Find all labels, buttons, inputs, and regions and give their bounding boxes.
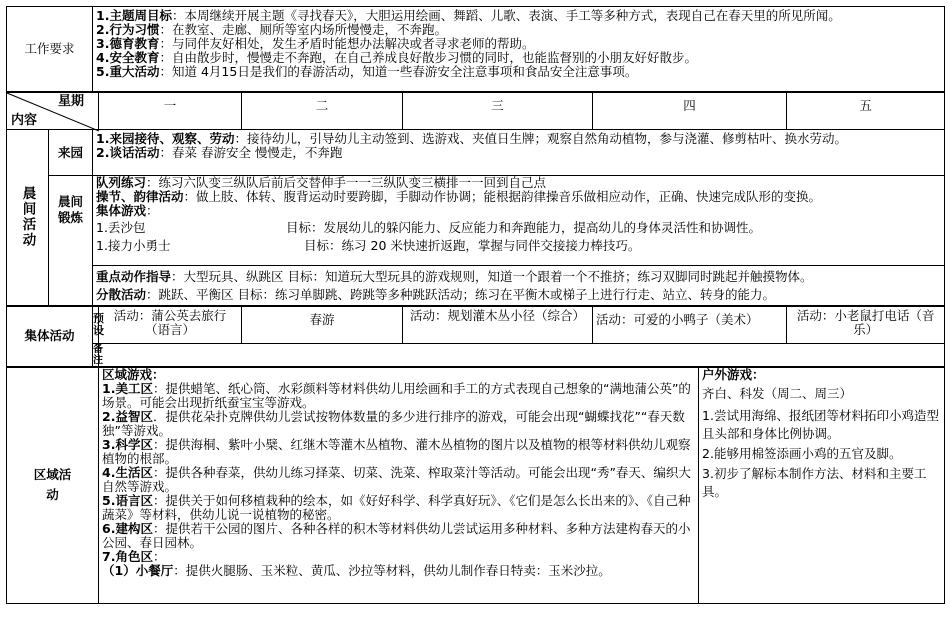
game-2: 1.接力小勇士 目标：练习 20 米快速折返跑，掌握与同伴交接接力棒技巧。 — [96, 238, 641, 253]
weekly-plan-table — [6, 6, 945, 604]
work-item-4: 4.安全教育：自由散步时，慢慢走不奔跑，在自己养成良好散步习惯的同时，也能监督别的小朋友好好散步。 — [96, 50, 697, 65]
day-tuesday: 二 — [242, 92, 403, 130]
area-item-4: 4.生活区：提供各种春菜，供幼儿练习择菜、切菜、洗菜、榨取菜汁等活动。可能会出现“秀”春天、编织大自然等游戏。 — [102, 465, 691, 494]
day-thursday: 四 — [593, 92, 787, 130]
area-item-5: 5.语言区：提供关于如何移植栽种的绘本，如《好好科学、科学真好玩》、《它们是怎么长出来的》、《自己种蔬菜》等材料，供幼儿说一说植物的秘密。 — [102, 493, 691, 522]
area-games-title: 区域游戏： — [102, 367, 165, 382]
day-friday: 五 — [787, 92, 945, 130]
work-item-3: 3.德育教育：与同伴友好相处，发生矛盾时能想办法解决或者寻求老师的帮助。 — [96, 36, 535, 51]
gym-practice: 操节、韵律活动：做上肢、体转、腹背运动时要跨脚，手脚动作协调；能根据韵律操音乐做相应动作，正确、快速完成队形的变换。 — [96, 189, 822, 204]
outdoor-item-1: 1.尝试用海绵、报纸团等材料拓印小鸡造型且头部和身体比例协调。 — [702, 408, 939, 441]
area-activity-label: 区域活动 — [7, 367, 99, 603]
area-item-1: 1.美工区：提供蜡笔、纸心筒、水彩颜料等材料供幼儿用绘画和手工的方式表现自己想象的“满地蒲公英”的场景。可能会出现折纸蚕宝宝等游戏。 — [102, 381, 691, 410]
day-wednesday: 三 — [403, 92, 593, 130]
work-requirements-content — [93, 7, 945, 92]
group-games-title: 集体游戏： — [96, 203, 159, 218]
exercise-guidance — [93, 266, 945, 306]
arrival-line-1: 1.来园接待、观察、劳动：接待幼儿，引导幼儿主动签到、选游戏、夹值日生牌；观察自然角动植物，参与浇灌、修剪枯叶、换水劳动。 — [96, 131, 847, 146]
morning-exercise-label: 晨间锻炼 — [49, 176, 93, 306]
outdoor-games-title: 户外游戏： — [702, 367, 765, 382]
exercise-content — [93, 176, 945, 266]
arrival-line-2: 2.谈话活动：春菜 春游安全 慢慢走，不奔跑 — [96, 145, 343, 160]
group-activity-tuesday: 春游 — [242, 306, 403, 344]
game-1: 1.丢沙包 目标：发展幼儿的躲闪能力、反应能力和奔跑能力，提高幼儿的身体灵活性和协调性。 — [96, 220, 762, 235]
arrival-content — [93, 130, 945, 176]
group-activity-wednesday: 活动：规划灌木丛小径（综合） — [403, 306, 593, 344]
group-activity-friday: 活动：小老鼠打电话（音乐） — [787, 306, 945, 344]
content-label: 内容 — [11, 113, 38, 128]
work-item-5: 5.重大活动：知道 4月15日是我们的春游活动，知道一些春游安全注意事项和食品安全注意事项。 — [96, 64, 638, 79]
note-label: 备注 — [93, 344, 104, 366]
group-activity-monday: 活动：蒲公英去旅行（语言） — [99, 306, 242, 344]
area-item-6: 6.建构区：提供若干公园的图片、各种各样的积木等材料供幼儿尝试运用多种材料、多种方法建构春天的小公园、春日园林。 — [102, 521, 691, 550]
work-requirements-label: 工作要求 — [7, 7, 93, 92]
group-activity-thursday: 活动：可爱的小鸭子（美术） — [593, 306, 787, 344]
area-item-3: 3.科学区：提供海桐、紫叶小檗、红继木等灌木丛植物、灌木丛植物的图片以及植物的根等材料供幼儿观察植物的根部。 — [102, 437, 691, 466]
group-activity-label: 集体活动 — [7, 306, 93, 368]
arrival-label: 来园 — [49, 130, 93, 176]
outdoor-item-3: 3.初步了解标本制作方法、材料和主要工具。 — [702, 466, 927, 499]
outdoor-games-subtitle: 齐白、科发（周二、周三） — [702, 386, 853, 401]
plan-label: 预设 — [93, 306, 99, 344]
key-action-guidance: 重点动作指导：大型玩具、纵跳区 目标：知道玩大型玩具的游戏规则，知道一个跟着一个不推挤；练习双脚同时跳起并触摸物体。 — [96, 269, 813, 284]
group-note-content — [99, 344, 945, 368]
work-item-1: 1.主题周目标：本周继续开展主题《寻找春天》，大胆运用绘画、舞蹈、儿歌、表演、手工等多种方式，表现自己在春天里的所见所闻。 — [96, 8, 841, 23]
outdoor-item-2: 2.能够用棉签添画小鸡的五官及脚。 — [702, 446, 902, 461]
free-activity: 分散活动：跳跃、平衡区 目标：练习单脚跳、跨跳等多种跳跃活动；练习在平衡木或梯子上进行行走、站立、转身的能力。 — [96, 287, 776, 302]
weekday-content-header — [7, 92, 99, 130]
area-item-7: 7.角色区： — [102, 549, 166, 564]
weekday-label: 星期 — [58, 93, 85, 109]
area-item-7-1: （1）小餐厅：提供火腿肠、玉米粒、黄瓜、沙拉等材料，供幼儿制作春日特卖：玉米沙拉。 — [102, 563, 611, 578]
morning-activity-label: 晨间活动 — [7, 130, 49, 306]
day-monday: 一 — [99, 92, 242, 130]
outdoor-games-content — [699, 367, 945, 603]
area-games-content — [99, 367, 699, 603]
area-item-2: 2.益智区．提供花朵扑克牌供幼儿尝试按物体数量的多少进行排序的游戏，可能会出现“蝴蝶找花”“春天数独”等游戏。 — [102, 409, 685, 438]
queue-practice: 队列练习：练习六队变三纵队后前后交替伸手一一三纵队变三横排一一回到自己点 — [96, 175, 547, 190]
work-item-2: 2.行为习惯：在教室、走廊、厕所等室内场所慢慢走，不奔跑。 — [96, 22, 447, 37]
